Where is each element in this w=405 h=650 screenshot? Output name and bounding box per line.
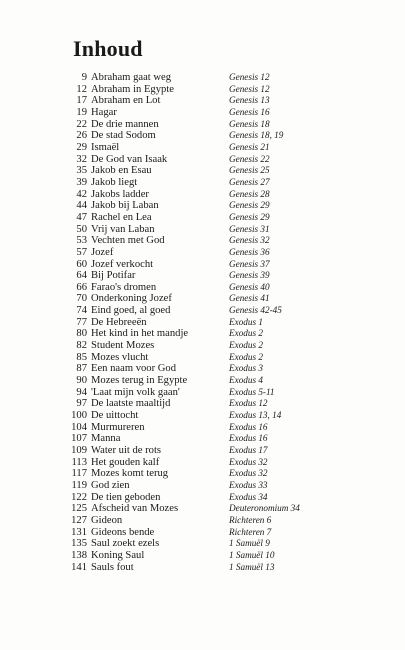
toc-entry: [0, 130, 405, 142]
toc-story-title: Onderkoning Jozef: [91, 293, 172, 305]
toc-entry: [0, 410, 405, 422]
toc-bible-reference: Genesis 37: [229, 258, 270, 269]
toc-page-number: 97: [76, 398, 87, 410]
toc-entry: [0, 527, 405, 539]
toc-page-number: 127: [71, 514, 87, 526]
toc-story-title: De drie mannen: [91, 118, 159, 130]
toc-page-number: 29: [76, 141, 87, 153]
toc-entry: [0, 328, 405, 340]
toc-bible-reference: Exodus 2: [229, 340, 263, 351]
toc-page-number: 117: [71, 468, 87, 480]
toc-page-number: 119: [71, 479, 87, 491]
toc-bible-reference: Exodus 4: [229, 375, 263, 386]
toc-page-number: 107: [71, 433, 87, 445]
toc-bible-reference: 1 Samuël 9: [229, 538, 270, 549]
toc-bible-reference: Richteren 7: [229, 526, 272, 537]
toc-story-title: Het gouden kalf: [91, 456, 160, 468]
toc-page-number: 74: [76, 305, 87, 317]
toc-bible-reference: Exodus 12: [229, 398, 268, 409]
toc-entry: [0, 305, 405, 317]
toc-story-title: Mozes komt terug: [91, 468, 169, 480]
toc-bible-reference: Exodus 2: [229, 328, 263, 339]
toc-bible-reference: Genesis 12: [229, 72, 270, 82]
toc-bible-reference: Deuteronomium 34: [229, 503, 300, 514]
toc-page-number: 26: [76, 130, 87, 142]
toc-entry: [0, 235, 405, 247]
toc-story-title: Water uit de rots: [91, 445, 162, 456]
toc-bible-reference: Genesis 13: [229, 95, 270, 106]
toc-page-number: 35: [76, 165, 87, 177]
toc-page-number: 125: [71, 503, 87, 515]
toc-entry: [0, 270, 405, 282]
toc-story-title: Gideon: [91, 514, 123, 526]
toc-page-number: 82: [76, 340, 87, 352]
toc-story-title: Afscheid van Mozes: [91, 503, 179, 515]
toc-entry: [0, 95, 405, 107]
toc-story-title: Vechten met God: [91, 235, 165, 247]
toc-page-number: 104: [71, 421, 87, 433]
toc-page-number: 100: [71, 410, 87, 422]
toc-story-title: De laatste maaltijd: [91, 398, 171, 410]
toc-story-title: De uittocht: [91, 410, 139, 422]
toc-story-title: Rachel en Lea: [91, 211, 152, 223]
toc-entry: [0, 72, 405, 84]
toc-page-number: 9: [81, 72, 87, 83]
toc-entry: [0, 457, 405, 469]
toc-entry: [0, 492, 405, 504]
toc-story-title: 'Laat mijn volk gaan': [91, 386, 180, 398]
toc-entry: [0, 119, 405, 131]
toc-story-title: Abraham in Egypte: [91, 83, 174, 95]
toc-page-number: 32: [76, 153, 87, 165]
toc-story-title: Jozef verkocht: [91, 258, 154, 270]
toc-story-title: De tien geboden: [91, 491, 161, 503]
toc-story-title: Vrij van Laban: [91, 223, 155, 235]
toc-page-number: 90: [76, 375, 87, 387]
toc-entry: [0, 422, 405, 434]
toc-story-title: Abraham gaat weg: [91, 72, 172, 83]
toc-story-title: Jakobs ladder: [91, 188, 149, 200]
toc-page-number: 39: [76, 176, 87, 188]
toc-page-number: 53: [76, 235, 87, 247]
toc-story-title: God zien: [91, 479, 130, 491]
toc-page-number: 113: [71, 456, 87, 468]
toc-bible-reference: Exodus 32: [229, 468, 268, 479]
toc-bible-reference: 1 Samuël 10: [229, 549, 275, 560]
toc-entry: [0, 189, 405, 201]
toc-bible-reference: Genesis 29: [229, 200, 270, 211]
toc-story-title: Ismaël: [91, 141, 120, 153]
table-of-contents: [0, 72, 405, 573]
toc-story-title: Saul zoekt ezels: [91, 538, 160, 550]
toc-entry: [0, 107, 405, 119]
toc-entry: [0, 247, 405, 259]
toc-bible-reference: Genesis 31: [229, 223, 270, 234]
toc-story-title: Student Mozes: [91, 340, 155, 352]
toc-bible-reference: Exodus 17: [229, 445, 268, 455]
toc-bible-reference: 1 Samuël 13: [229, 561, 275, 572]
toc-bible-reference: Genesis 40: [229, 281, 270, 292]
toc-bible-reference: Exodus 16: [229, 421, 268, 432]
toc-entry: [0, 142, 405, 154]
toc-page-number: 57: [76, 246, 87, 258]
toc-page-number: 64: [76, 270, 87, 282]
toc-story-title: Hagar: [91, 106, 117, 118]
toc-entry: [0, 375, 405, 387]
toc-story-title: Mozes vlucht: [91, 351, 149, 363]
toc-page-number: 141: [71, 561, 87, 573]
toc-story-title: Sauls fout: [91, 561, 134, 573]
toc-entry: [0, 84, 405, 96]
toc-entry: [0, 445, 405, 457]
toc-story-title: Murmureren: [91, 421, 145, 433]
toc-page-number: 87: [76, 363, 87, 375]
toc-entry: [0, 503, 405, 515]
toc-entry: [0, 154, 405, 166]
toc-bible-reference: Genesis 25: [229, 165, 270, 176]
toc-page-number: 109: [71, 445, 87, 456]
toc-story-title: Bij Potifar: [91, 270, 136, 282]
toc-entry: [0, 515, 405, 527]
toc-page-number: 12: [76, 83, 87, 95]
toc-bible-reference: Exodus 16: [229, 433, 268, 444]
toc-page-number: 60: [76, 258, 87, 270]
toc-entry: [0, 212, 405, 224]
toc-story-title: De stad Sodom: [91, 130, 156, 142]
toc-entry: [0, 433, 405, 445]
toc-bible-reference: Exodus 2: [229, 351, 263, 362]
toc-story-title: Farao's dromen: [91, 281, 157, 293]
toc-bible-reference: Genesis 16: [229, 106, 270, 117]
toc-entry: [0, 293, 405, 305]
toc-story-title: Jakob bij Laban: [91, 200, 159, 212]
toc-page-number: 66: [76, 281, 87, 293]
toc-page-number: 77: [76, 316, 87, 328]
toc-page-number: 94: [76, 386, 87, 398]
toc-entry: [0, 165, 405, 177]
toc-page-number: 131: [71, 526, 87, 538]
toc-bible-reference: Exodus 32: [229, 456, 268, 467]
toc-entry: [0, 387, 405, 399]
toc-entry: [0, 317, 405, 329]
toc-entry: [0, 562, 405, 574]
toc-story-title: De Hebreeën: [91, 316, 147, 328]
toc-bible-reference: Genesis 22: [229, 153, 270, 164]
toc-bible-reference: Richteren 6: [229, 514, 272, 525]
toc-entry: [0, 224, 405, 236]
toc-page-number: 42: [76, 188, 87, 200]
toc-entry: [0, 550, 405, 562]
toc-page-number: 50: [76, 223, 87, 235]
toc-bible-reference: Exodus 13, 14: [229, 410, 282, 421]
toc-bible-reference: Genesis 18: [229, 118, 270, 129]
toc-entry: [0, 468, 405, 480]
toc-entry: [0, 282, 405, 294]
toc-bible-reference: Genesis 18, 19: [229, 130, 284, 141]
toc-bible-reference: Genesis 12: [229, 83, 270, 94]
toc-bible-reference: Exodus 1: [229, 316, 263, 327]
toc-story-title: Jakob en Esau: [91, 165, 152, 177]
toc-entry: [0, 340, 405, 352]
toc-story-title: Jozef: [91, 246, 114, 258]
toc-page-number: 70: [76, 293, 87, 305]
toc-story-title: Gideons bende: [91, 526, 155, 538]
toc-story-title: Jakob liegt: [91, 176, 138, 188]
toc-story-title: Koning Saul: [91, 549, 145, 561]
toc-page-number: 135: [71, 538, 87, 550]
toc-story-title: Een naam voor God: [91, 363, 177, 375]
toc-bible-reference: Exodus 34: [229, 491, 268, 502]
toc-entry: [0, 177, 405, 189]
toc-page-number: 22: [76, 118, 87, 130]
toc-story-title: Eind goed, al goed: [91, 305, 171, 317]
toc-bible-reference: Exodus 5-11: [229, 386, 275, 397]
toc-story-title: Abraham en Lot: [91, 95, 161, 107]
toc-entry: [0, 398, 405, 410]
toc-page-number: 47: [76, 211, 87, 223]
toc-story-title: Mozes terug in Egypte: [91, 375, 188, 387]
toc-bible-reference: Exodus 33: [229, 479, 268, 490]
toc-bible-reference: Genesis 29: [229, 211, 270, 222]
toc-page-number: 80: [76, 328, 87, 340]
toc-bible-reference: Genesis 39: [229, 270, 270, 281]
toc-page-number: 44: [76, 200, 87, 212]
toc-bible-reference: Genesis 28: [229, 188, 270, 199]
toc-bible-reference: Genesis 36: [229, 246, 270, 257]
toc-bible-reference: Genesis 42-45: [229, 305, 282, 316]
toc-bible-reference: Genesis 21: [229, 141, 270, 152]
toc-page-number: 19: [76, 106, 87, 118]
page-title: Inhoud: [73, 36, 143, 61]
toc-entry: [0, 200, 405, 212]
toc-bible-reference: Genesis 27: [229, 176, 270, 187]
toc-bible-reference: Genesis 41: [229, 293, 270, 304]
toc-entry: [0, 363, 405, 375]
toc-page-number: 138: [71, 549, 87, 561]
toc-story-title: De God van Isaak: [91, 153, 168, 165]
toc-entry: [0, 480, 405, 492]
toc-bible-reference: Exodus 3: [229, 363, 263, 374]
toc-entry: [0, 538, 405, 550]
toc-page-number: 17: [76, 95, 87, 107]
toc-story-title: Het kind in het mandje: [91, 328, 189, 340]
toc-page-number: 122: [71, 491, 87, 503]
toc-page-number: 85: [76, 351, 87, 363]
toc-bible-reference: Genesis 32: [229, 235, 270, 246]
toc-entry: [0, 259, 405, 271]
toc-entry: [0, 352, 405, 364]
toc-story-title: Manna: [91, 433, 121, 445]
